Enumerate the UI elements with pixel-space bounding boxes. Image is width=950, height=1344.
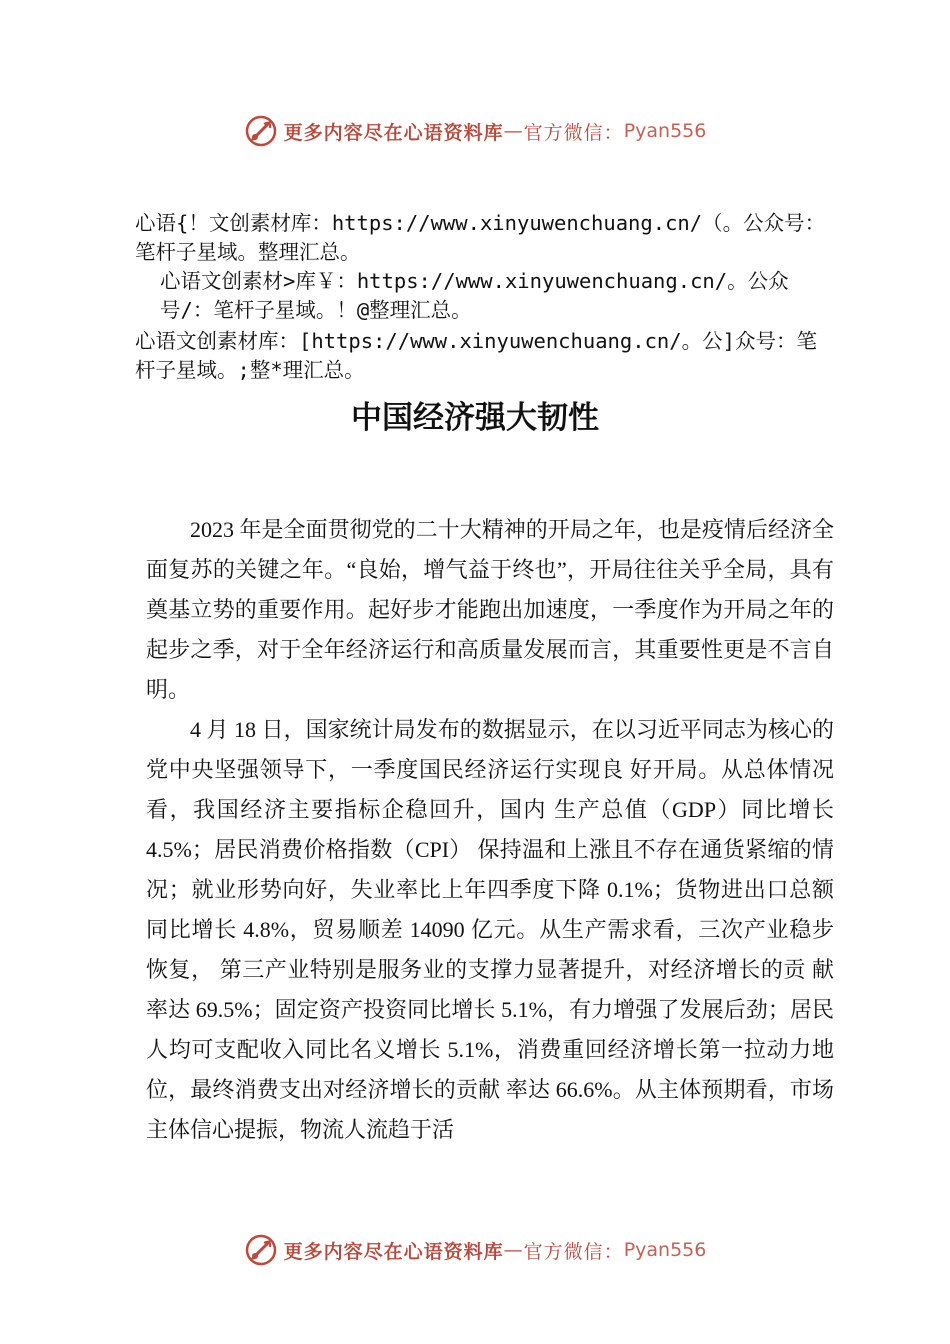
banner-wechat-label: 官方微信： — [523, 121, 624, 144]
footer-watermark-banner — [0, 1233, 950, 1267]
banner-label: 更多内容尽在心语资料库 — [283, 121, 504, 144]
banner-label: 更多内容尽在心语资料库 — [283, 1240, 504, 1263]
article-title: 中国经济强大韧性 — [351, 400, 599, 436]
brush-logo-icon — [244, 114, 278, 148]
article-body — [146, 510, 834, 1150]
notice-line-1: 心语{！文创素材库：https://www.xinyuwenchuang.cn/（。公众号：笔杆子星域。整理汇总。 — [135, 211, 826, 264]
banner-wechat-id: Pyan556 — [623, 120, 707, 142]
notice-line-3: 心语文创素材库：[https://www.xinyuwenchuang.cn/。公]众号：笔杆子星域。;整*理汇总。 — [135, 329, 817, 382]
article-paragraph-2: 4 月 18 日，国家统计局发布的数据显示，在以习近平同志为核心的党中央坚强领导下，一季度国民经济运行实现良 好开局。从总体情况看，我国经济主要指标企稳回升，国内 生产总值（GDP）同比增长 4.5%；居民消费价格指数（CPI） 保持温和上涨且不存在通货紧缩的情况；就业形势向好，失业率比上年四季度下降 0.1%；货物进出口总额同比增长 4.8%，贸易顺差 14090 亿元。从生产需求看，三次产业稳步恢复， 第三产业特别是服务业的支撑力显著提升，对经济增长的贡 献率达 69.5%；固定资产投资同比增长 5.1%，有力增强了发展后劲；居民人均可支配收入同比名义增长 5.1%，消费重回经济增长第一拉动力地位，最终消费支出对经济增长的贡献 率达 66.6%。从主体预期看，市场主体信心提振，物流人流趋于活 — [146, 717, 834, 1142]
banner-wechat-id: Pyan556 — [623, 1239, 707, 1261]
banner-dash: — — [503, 1239, 524, 1261]
banner-wechat-label: 官方微信： — [523, 1240, 624, 1263]
brush-logo-icon — [244, 1233, 278, 1267]
header-watermark-banner — [0, 114, 950, 148]
banner-dash: — — [503, 120, 524, 142]
article-paragraph-1: 2023 年是全面贯彻党的二十大精神的开局之年，也是疫情后经济全面复苏的关键之年。“良始，增气益于终也”，开局往往关乎全局，具有奠基立势的重要作用。起好步才能跑出加速度，一季度作为开局之年的起步之季，对于全年经济运行和高质量发展而言，其重要性更是不言自明。 — [146, 517, 834, 702]
notice-line-2: 心语文创素材>库￥：https://www.xinyuwenchuang.cn/。公众号/：笔杆子星域。！@整理汇总。 — [160, 269, 789, 322]
